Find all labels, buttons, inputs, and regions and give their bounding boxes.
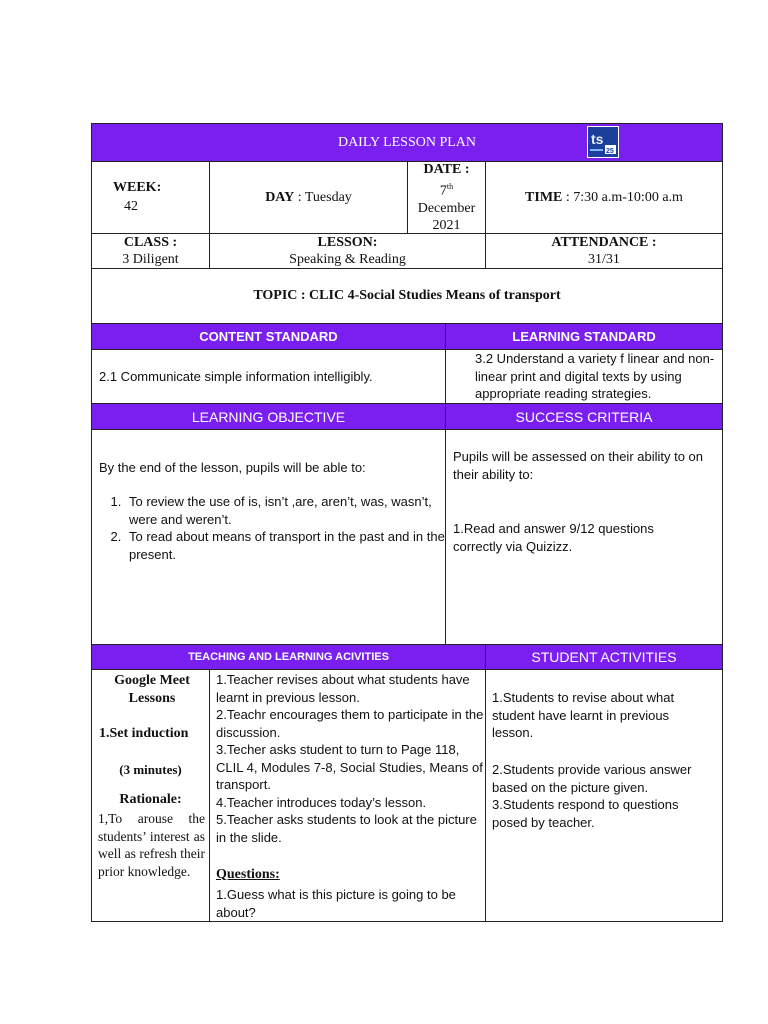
lesson-value: Speaking & Reading [289, 252, 406, 267]
learning-standard-cell [445, 349, 723, 404]
google-meet-label: Google Meet Lessons [114, 673, 190, 706]
day-value: : Tuesday [297, 189, 352, 205]
list-item: 4.Teacher introduces today’s lesson. [216, 794, 427, 810]
week-cell [91, 161, 210, 234]
duration-label: (3 minutes) [119, 762, 182, 777]
rationale-label: Rationale: [119, 792, 182, 807]
time-cell [485, 161, 723, 234]
learning-standard-text: 3.2 Understand a variety f linear and non-linear print and digital texts by using appropriate reading strategies. [475, 351, 715, 401]
topic-text: TOPIC : CLIC 4-Social Studies Means of transport [253, 288, 561, 303]
teaching-activities-header [91, 644, 486, 670]
learning-standard-title: LEARNING STANDARD [512, 329, 656, 344]
success-criteria-header [445, 403, 723, 430]
learning-standard-header [445, 323, 723, 350]
success-criteria-title: SUCCESS CRITERIA [515, 408, 653, 425]
criteria-intro: Pupils will be assessed on their ability to on their ability to: [453, 449, 704, 482]
objective-intro: By the end of the lesson, pupils will be able to: [99, 460, 366, 475]
svg-text:ts: ts [591, 131, 604, 147]
date-month: December [417, 200, 476, 216]
title-bar [91, 123, 723, 162]
date-year: 2021 [432, 217, 461, 233]
list-item: 2.Teachr encourages them to participate in the discussion. [216, 707, 484, 740]
topic-cell [91, 268, 723, 324]
activity-stage-cell [91, 669, 210, 922]
lesson-label: LESSON: [317, 235, 378, 250]
rationale-text: 1,To arouse the students’ interest as well as refresh their prior knowledge. [98, 811, 205, 879]
objective-list [99, 493, 446, 563]
week-value: 42 [124, 199, 138, 214]
lesson-cell [209, 233, 486, 269]
list-item: 1.Teacher revises about what students have learnt in previous lesson. [216, 672, 470, 705]
week-label: WEEK: [113, 180, 162, 195]
date-label: DATE : [423, 162, 470, 178]
attendance-label: ATTENDANCE : [551, 235, 657, 250]
student-activities-title: STUDENT ACTIVITIES [531, 649, 677, 665]
student-step: 3.Students respond to questions posed by teacher. [492, 797, 679, 830]
attendance-cell [485, 233, 723, 269]
teacher-activities-cell [209, 669, 486, 922]
list-item: 1. To review the use of is, isn’t ,are, aren’t, was, wasn’t, were and weren’t. [125, 493, 446, 528]
list-item: 5.Teacher asks students to look at the picture in the slide. [216, 812, 477, 845]
questions-label: Questions: [216, 867, 280, 882]
question-item: 1.Guess what is this picture is going to be about? [216, 887, 456, 920]
criteria-item: 1.Read and answer 9/12 questions correctly via Quizizz. [453, 521, 654, 554]
student-activities-header [485, 644, 723, 670]
success-criteria-cell [445, 429, 723, 645]
content-standard-text: 2.1 Communicate simple information intelligibly. [99, 369, 373, 384]
teaching-activities-title: TEACHING AND LEARNING ACIVITIES [188, 651, 389, 663]
content-standard-cell [91, 349, 446, 404]
class-value: 3 Diligent [122, 252, 179, 267]
date-day: 7th [439, 182, 454, 199]
content-standard-title: CONTENT STANDARD [199, 329, 338, 344]
set-induction-label: 1.Set induction [99, 726, 189, 741]
teacher-steps [216, 671, 484, 846]
time-value: : 7:30 a.m-10:00 a.m [565, 189, 683, 205]
learning-objective-title: LEARNING OBJECTIVE [191, 408, 346, 425]
day-label: DAY [265, 189, 295, 205]
time-label: TIME [525, 189, 563, 205]
page-title: DAILY LESSON PLAN [337, 134, 477, 150]
attendance-value: 31/31 [588, 252, 620, 267]
list-item: 2. To read about means of transport in the past and in the present. [125, 528, 446, 563]
learning-objective-header [91, 403, 446, 430]
svg-text:25: 25 [606, 148, 614, 155]
content-standard-header [91, 323, 446, 350]
student-step: 2.Students provide various answer based on the picture given. [492, 762, 692, 795]
date-cell [407, 161, 486, 234]
class-label: CLASS : [123, 235, 178, 250]
day-cell [209, 161, 408, 234]
logo-mark-icon [588, 127, 618, 157]
student-activities-cell [485, 669, 723, 922]
school-logo-icon [587, 126, 619, 158]
class-cell [91, 233, 210, 269]
student-step: 1.Students to revise about what student have learnt in previous lesson. [492, 690, 675, 740]
list-item: 3.Techer asks student to turn to Page 118, CLIL 4, Modules 7-8, Social Studies, Means of transport. [216, 742, 483, 792]
learning-objective-cell [91, 429, 446, 645]
